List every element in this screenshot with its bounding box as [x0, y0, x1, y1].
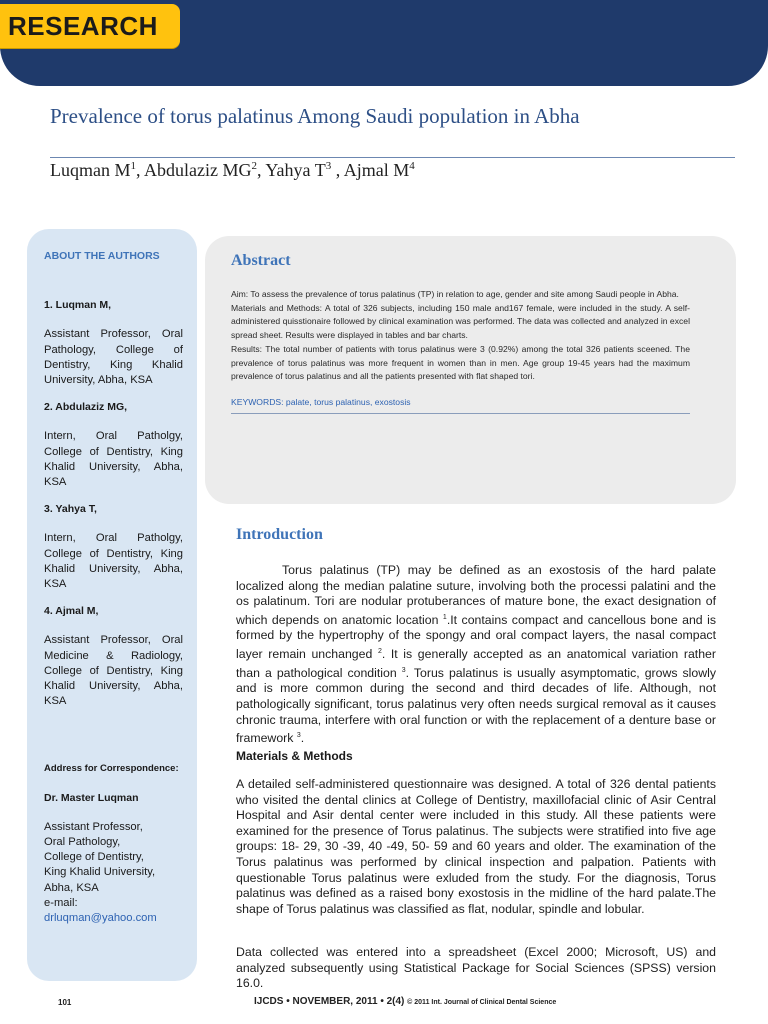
- author-name: 1. Luqman M,: [44, 299, 112, 312]
- text-run: .It contains compact and cancellous bone and is formed by the hypertrophy of the spongy and oral compact layers, the nasal compact layer remain unchanged: [236, 612, 716, 662]
- text-run: . Torus palatinus is usually asymptomatic, grows slowly and is more common during the second and third decades of life. Although, not pathologically significant, torus palatinus very often needs surgical removal as it causes chronic trauma, interfere with oral function or with the replacement of a denture base or framework: [236, 665, 716, 746]
- keywords-divider: [231, 413, 690, 414]
- correspondence-line: Assistant Professor,: [44, 820, 143, 833]
- author-name: Abdulaziz MG: [144, 160, 252, 180]
- correspondence-name: Dr. Master Luqman: [44, 791, 139, 804]
- author-name: 2. Abdulaziz MG,: [44, 401, 128, 414]
- author-affiliation-marker: 2: [251, 160, 257, 172]
- author-affiliation-marker: 4: [409, 160, 415, 172]
- correspondence-line: Abha, KSA: [44, 881, 99, 894]
- correspondence-line: e-mail:: [44, 896, 78, 909]
- methods-paragraph: A detailed self-administered questionnaire was designed. A total of 326 dental patients who visited the dental clinics at College of Dentistry, maxillofacial clinic of Asir Central Hospital and Asir dental center were included in this study. All these patients were examined for the presence of Torus palatinus. The subjects were stratified into five age groups: 18- 29, 30 -39, 40 -49, 50- 59 and 60 years and older. The examination of the Torus palatinus was performed by clinical inspection and palpation. Patients with questionable Torus palatinus were exluded from the study. For the diagnosis, Torus palatinus was defined as a raised bony exostosis in the midline of the hard palate.The shape of Torus palatinus was classified as flat, nodular, spindle and lobular.: [236, 777, 716, 916]
- citation-marker: 3: [401, 666, 406, 674]
- text-run: Torus palatinus (TP) may be defined as an exostosis of the hard palate localized along the median palatine suture, involving both the processi palatini and the os palatinum. Tori are nodular protuberances of mature bone, the exact designation of which depends on anatomic location: [236, 563, 716, 627]
- sidebar-heading: ABOUT THE AUTHORS: [44, 250, 160, 262]
- correspondence-heading: Address for Correspondence:: [44, 763, 179, 775]
- title-divider: [50, 157, 735, 158]
- correspondence-line: King Khalid University,: [44, 866, 156, 879]
- abstract-methods: Materials and Methods: A total of 326 subjects, including 150 male and167 female, were included in the study. A self-administered quisstionaire followed by clinical examination was performed. The data was collected and analyzed in excel spread sheet. Results were displayed in tables and bar charts.: [231, 302, 690, 341]
- author-affiliation-marker: 1: [130, 160, 136, 172]
- author-affiliation-marker: 3: [325, 160, 332, 172]
- abstract-results: Results: The total number of patients with torus palatinus were 3 (0.92%) among the total 326 patients sceened. The prevalence of torus palatinus was more frequent in women than in men. Age group 19-45 years had the maximum prevalence of torus palatinus and all the patients presented with flat shaped tori.: [231, 343, 690, 382]
- author-name: Yahya T: [265, 160, 326, 180]
- abstract-box: [205, 236, 736, 504]
- methods-paragraph-data-analysis: Data collected was entered into a spreadsheet (Excel 2000; Microsoft, US) and analyzed subsequently using Statistical Package for Social Sciences (SPSS) version 16.0.: [236, 945, 716, 991]
- author-name: Luqman M: [50, 160, 131, 180]
- paper-title: Prevalence of torus palatinus Among Saudi population in Abha: [50, 104, 580, 128]
- section-label-badge: [0, 4, 180, 48]
- text-run: .: [300, 731, 305, 746]
- author-name: 4. Ajmal M,: [44, 605, 99, 618]
- author-affiliation: Intern, Oral Patholgy, College of Dentistry, King Khalid University, Abha, KSA: [44, 430, 183, 489]
- journal-issue: IJCDS • NOVEMBER, 2011 • 2(4): [254, 996, 405, 1007]
- author-affiliation: Intern, Oral Patholgy, College of Dentistry, King Khalid University, Abha, KSA: [44, 532, 183, 591]
- text-run: . It is generally accepted as an anatomical variation rather than a pathological condition: [236, 647, 716, 680]
- citation-marker: 3: [296, 732, 301, 740]
- section-label: RESEARCH: [8, 10, 158, 41]
- author-affiliation: Assistant Professor, Oral Medicine & Radiology, College of Dentistry, King Khalid University, Abha, KSA: [44, 634, 183, 708]
- abstract-keywords: KEYWORDS: palate, torus palatinus, exostosis: [231, 396, 411, 407]
- author-affiliation: Assistant Professor, Oral Pathology, College of Dentistry, King Khalid University, Abha, KSA: [44, 328, 183, 387]
- methods-heading: Materials & Methods: [236, 749, 353, 763]
- page-number: 101: [58, 998, 72, 1007]
- author-name: Ajmal M: [343, 160, 410, 180]
- journal-footer: [254, 996, 556, 1007]
- abstract-heading: Abstract: [231, 252, 291, 269]
- author-name: 3. Yahya T,: [44, 503, 97, 516]
- citation-marker: 1: [442, 613, 447, 621]
- correspondence-line: Oral Pathology,: [44, 836, 121, 849]
- introduction-heading: Introduction: [236, 526, 323, 543]
- correspondence-line: College of Dentistry,: [44, 851, 144, 864]
- introduction-paragraph: [236, 563, 716, 747]
- about-authors-sidebar: [27, 229, 197, 981]
- author-list: Luqman $M^1$, Abdulaziz $MG^2$, Yahya $T^3$ , Ajmal $M^4$: [50, 160, 415, 180]
- citation-marker: 2: [377, 648, 382, 656]
- correspondence-email-link[interactable]: drluqman@yahoo.com: [44, 912, 157, 925]
- journal-copyright: © 2011 Int. Journal of Clinical Dental Science: [407, 999, 557, 1006]
- abstract-aim: Aim: To assess the prevalence of torus palatinus (TP) in relation to age, gender and site among Saudi people in Abha.: [231, 289, 679, 299]
